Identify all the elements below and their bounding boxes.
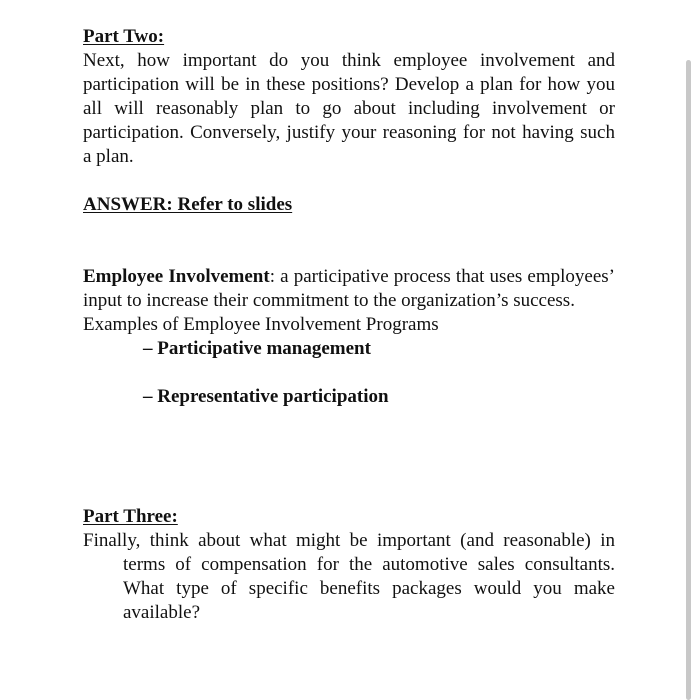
examples-list	[83, 337, 615, 409]
part-two-heading: Part Two:	[83, 26, 165, 47]
employee-involvement-term: Employee Involvement	[83, 266, 270, 287]
example-item-representative-participation: – Representative participation	[143, 386, 389, 407]
part-three-body: Finally, think about what might be important (and reasonable) in terms of compensation for the automotive sales consultants. What type of specific benefits packages would you make available?	[83, 530, 615, 623]
employee-involvement-definition	[83, 265, 615, 313]
part-three-heading: Part Three:	[83, 506, 178, 527]
employee-involvement-definition-text: : a participative process that uses employees’ input to increase their commitment to the organization’s success.	[83, 266, 615, 311]
part-two-body: Next, how important do you think employee involvement and participation will be in these positions? Develop a plan for how you all will reasonably plan to go about including involvement or participation. Conversely, justify your reasoning for not having such a plan.	[83, 50, 615, 167]
examples-heading: Examples of Employee Involvement Programs	[83, 314, 439, 335]
answer-text: ANSWER: Refer to slides	[83, 194, 293, 215]
document-content	[83, 25, 615, 625]
vertical-scrollbar[interactable]	[686, 60, 691, 700]
example-item-participative-management: – Participative management	[143, 338, 371, 359]
